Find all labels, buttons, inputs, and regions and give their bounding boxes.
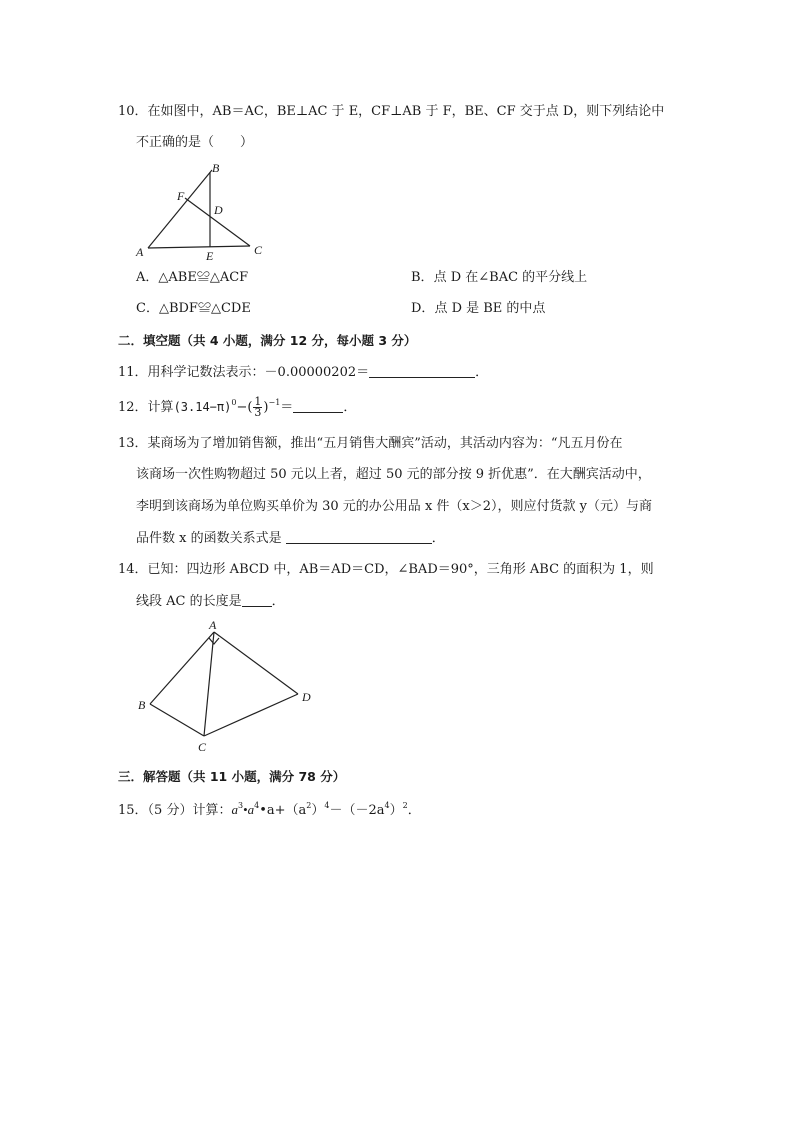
segment-ac — [204, 632, 214, 736]
q12: 12．计算$(3.14-\pi)^0-$( $\frac{1}{3}$ )$^{-1}$＝ ． — [118, 395, 357, 419]
label-d: D — [302, 690, 311, 704]
segment-ab — [150, 632, 214, 704]
label-c: C — [254, 243, 263, 257]
segment-cd — [204, 694, 298, 736]
label-b: B — [212, 161, 220, 175]
q15: 15．（5 分）计算：$a^3•a^4•a+(a^2)^4-(-2a^4)^2$． — [118, 801, 421, 818]
label-a: A — [209, 618, 217, 632]
segment-bc — [150, 704, 204, 736]
q10-number: 10． — [118, 104, 148, 119]
segment-ac — [148, 246, 250, 248]
q14-line2: 线段 AC 的长度是 ． — [136, 594, 285, 609]
label-d: D — [214, 203, 223, 217]
q10-option-d: D．点 D 是 BE 的中点 — [411, 301, 546, 316]
q14-answer-blank[interactable] — [242, 593, 272, 607]
label-e: E — [206, 249, 214, 263]
q14-line1: 14．已知：四边形 ABCD 中，AB＝AD＝CD，∠BAD＝90°，三角形 ABC 的面积为 1，则 — [118, 562, 654, 577]
q10-stem-line2: 不正确的是（ ） — [136, 135, 254, 150]
q10-option-a: A．△ABE≌△ACF — [136, 270, 249, 285]
q11: 11．用科学记数法表示：－0.00000202＝ ． — [118, 365, 489, 380]
section3-heading: 三．解答题（共 11 小题，满分 78 分） — [118, 769, 346, 784]
label-a: A — [136, 245, 144, 259]
q12-answer-blank[interactable] — [293, 399, 343, 413]
q12-fraction: $\frac{1}{3}$ — [254, 395, 262, 419]
q13-line3: 李明到该商场为单位购买单价为 30 元的办公用品 x 件（x＞2），则应付货款 y（元）与商 — [136, 499, 652, 514]
right-angle-mark — [209, 638, 219, 644]
label-b: B — [138, 698, 146, 712]
q13-line2: 该商场一次性购物超过 50 元以上者，超过 50 元的部分按 9 折优惠”．在大酬宾活动中， — [136, 467, 651, 482]
q10-triangle-figure — [130, 158, 270, 263]
q11-answer-blank[interactable] — [369, 364, 475, 378]
segment-ab — [148, 170, 212, 248]
label-c: C — [198, 740, 207, 754]
q13-line1: 13．某商场为了增加销售额，推出“五月销售大酬宾”活动，其活动内容为：“凡五月份在 — [118, 436, 623, 451]
q10-stem-text: 在如图中，AB＝AC，BE⊥AC 于 E，CF⊥AB 于 F，BE、CF 交于点 D，则下列结论中 — [147, 104, 665, 119]
q10-option-c: C．△BDF≌△CDE — [136, 301, 251, 316]
q14-quadrilateral-figure — [130, 618, 330, 758]
label-f: F — [177, 189, 185, 203]
q13-answer-blank[interactable] — [286, 530, 432, 544]
q13-line4: 品件数 x 的函数关系式是 ． — [136, 531, 445, 546]
segment-ad — [214, 632, 298, 694]
q10-option-b: B．点 D 在∠BAC 的平分线上 — [411, 270, 588, 285]
section2-heading: 二．填空题（共 4 小题，满分 12 分，每小题 3 分） — [118, 333, 417, 348]
q10-stem-line1 — [118, 104, 664, 120]
